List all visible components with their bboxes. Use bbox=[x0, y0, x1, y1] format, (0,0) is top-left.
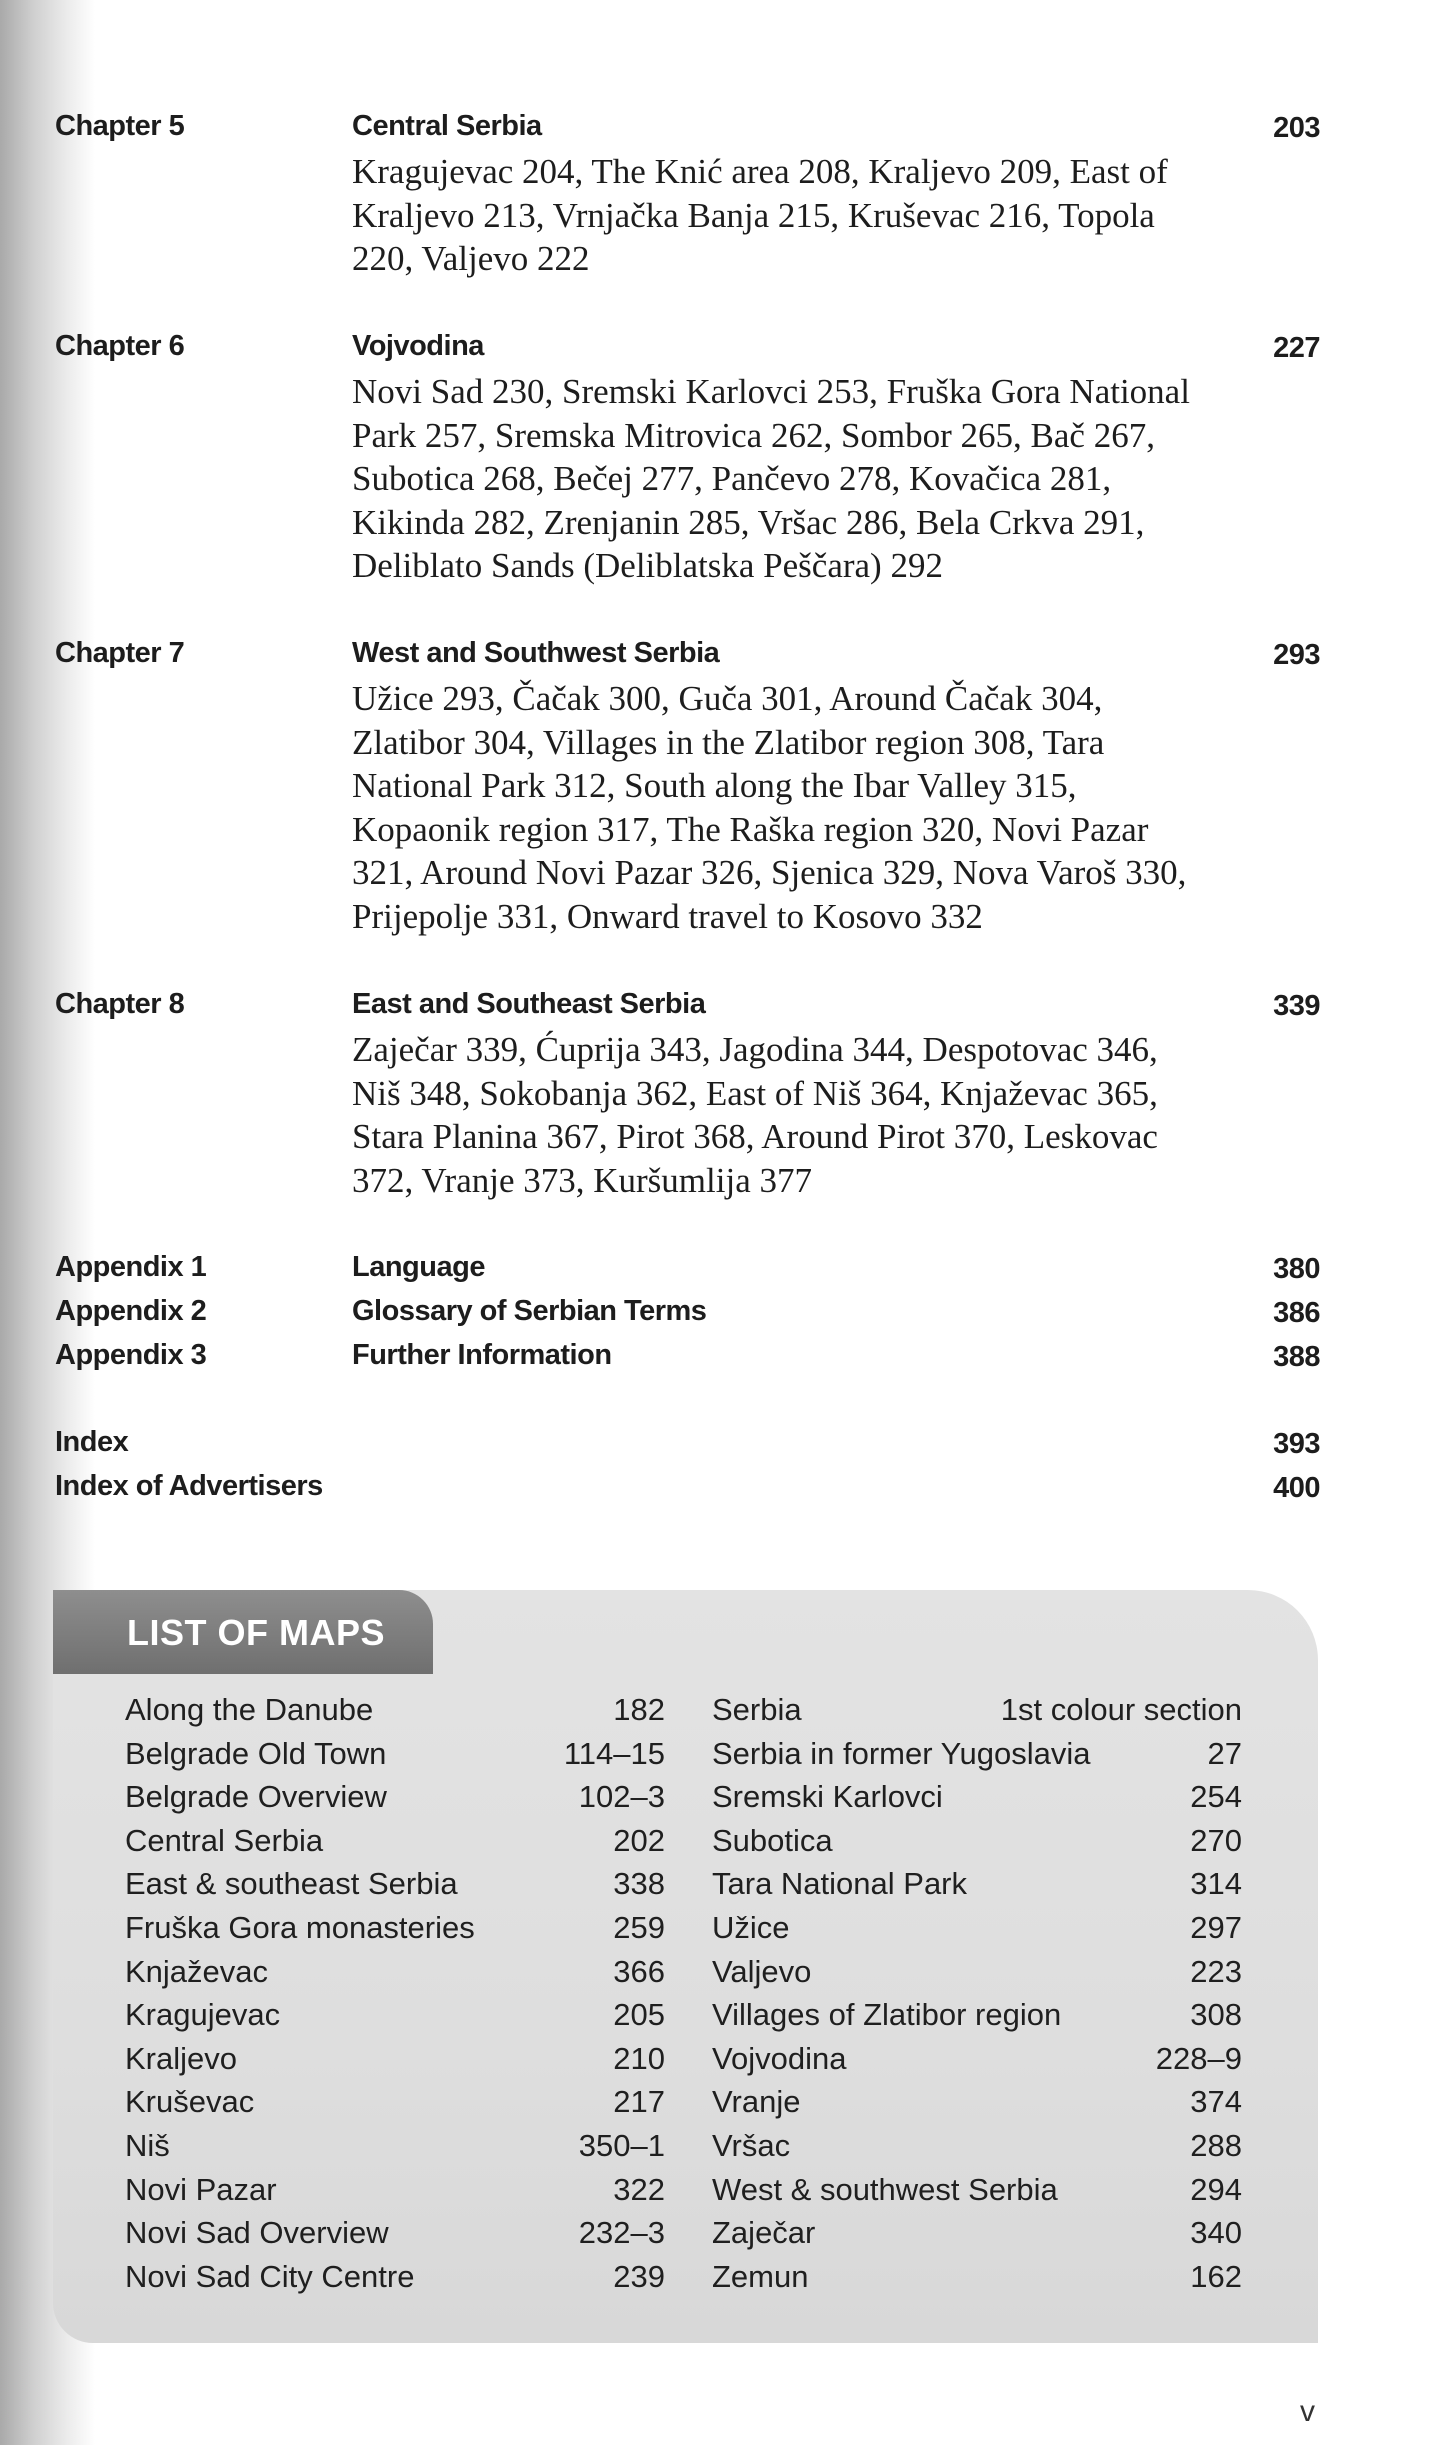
map-page: 294 bbox=[1190, 2171, 1242, 2207]
map-name: Kruševac bbox=[125, 2084, 255, 2120]
chapter-contents bbox=[352, 1028, 1252, 1202]
map-entry[interactable] bbox=[125, 2259, 665, 2303]
map-name: Belgrade Old Town bbox=[125, 1735, 387, 1771]
appendix-page: 386 bbox=[1273, 1297, 1320, 1329]
map-entry[interactable] bbox=[712, 2259, 1242, 2303]
appendix-label: Appendix 2 bbox=[55, 1295, 207, 1327]
map-entry[interactable] bbox=[712, 1910, 1242, 1954]
map-entry[interactable] bbox=[712, 1692, 1242, 1736]
chapter-line: Niš 348, Sokobanja 362, East of Niš 364, Knjaževac 365, bbox=[352, 1073, 1158, 1113]
chapter-line: Kikinda 282, Zrenjanin 285, Vršac 286, Bela Crkva 291, bbox=[352, 502, 1145, 542]
map-name: Novi Sad City Centre bbox=[125, 2258, 415, 2294]
chapter-page: 227 bbox=[1273, 332, 1320, 364]
appendix-title[interactable]: Glossary of Serbian Terms bbox=[352, 1295, 707, 1327]
index-page: 400 bbox=[1273, 1472, 1320, 1504]
appendix-label: Appendix 3 bbox=[55, 1339, 207, 1371]
map-page: 374 bbox=[1190, 2084, 1242, 2120]
chapter-line: Kraljevo 213, Vrnjačka Banja 215, Kruševac 216, Topola bbox=[352, 195, 1155, 235]
index-label[interactable]: Index bbox=[55, 1426, 129, 1458]
appendix-label: Appendix 1 bbox=[55, 1251, 207, 1283]
map-name: Villages of Zlatibor region bbox=[712, 1997, 1062, 2033]
chapter-label: Chapter 8 bbox=[55, 988, 185, 1020]
index-page: 393 bbox=[1273, 1428, 1320, 1460]
map-entry[interactable] bbox=[125, 1866, 665, 1910]
map-entry[interactable] bbox=[125, 1910, 665, 1954]
appendix-page: 380 bbox=[1273, 1253, 1320, 1285]
chapter-line: 220, Valjevo 222 bbox=[352, 239, 590, 278]
map-entry[interactable] bbox=[712, 1779, 1242, 1823]
appendix-title[interactable]: Further Information bbox=[352, 1339, 612, 1371]
map-name: Serbia in former Yugoslavia bbox=[712, 1735, 1091, 1771]
map-name: Knjaževac bbox=[125, 1953, 269, 1989]
chapter-page: 203 bbox=[1273, 112, 1320, 144]
map-page: 114–15 bbox=[563, 1735, 665, 1771]
map-entry[interactable] bbox=[125, 1954, 665, 1998]
map-entry[interactable] bbox=[712, 2128, 1242, 2172]
chapter-title[interactable]: West and Southwest Serbia bbox=[352, 637, 720, 669]
map-entry[interactable] bbox=[712, 1736, 1242, 1780]
page-number: v bbox=[1300, 2395, 1315, 2428]
chapter-line: National Park 312, South along the Ibar Valley 315, bbox=[352, 766, 1077, 805]
map-name: Užice bbox=[712, 1909, 790, 1945]
map-page: 228–9 bbox=[1155, 2040, 1242, 2076]
map-name: Tara National Park bbox=[712, 1866, 968, 1902]
map-page: 322 bbox=[613, 2171, 665, 2207]
map-page: 232–3 bbox=[578, 2215, 665, 2251]
map-entry[interactable] bbox=[125, 1779, 665, 1823]
map-page: 308 bbox=[1190, 1997, 1242, 2033]
chapter-line: Užice 293, Čačak 300, Guča 301, Around Čačak 304, bbox=[352, 679, 1103, 718]
map-name: Sremski Karlovci bbox=[712, 1779, 943, 1815]
map-entry[interactable] bbox=[712, 1997, 1242, 2041]
map-page: 259 bbox=[613, 1909, 665, 1945]
map-entry[interactable] bbox=[125, 2215, 665, 2259]
map-page: 202 bbox=[613, 1822, 665, 1858]
chapter-line: Novi Sad 230, Sremski Karlovci 253, Fruška Gora National bbox=[352, 372, 1190, 411]
chapter-contents bbox=[352, 677, 1252, 938]
chapter-line: Deliblato Sands (Deliblatska Peščara) 292 bbox=[352, 546, 943, 585]
map-name: Zaječar bbox=[712, 2215, 816, 2251]
maps-column-left bbox=[125, 1692, 665, 2302]
chapter-line: Subotica 268, Bečej 277, Pančevo 278, Kovačica 281, bbox=[352, 459, 1112, 498]
map-name: Novi Sad Overview bbox=[125, 2215, 389, 2251]
map-page: 254 bbox=[1190, 1779, 1242, 1815]
map-entry[interactable] bbox=[125, 2172, 665, 2216]
map-page: 366 bbox=[613, 1953, 665, 1989]
map-name: Central Serbia bbox=[125, 1822, 324, 1858]
map-name: Kraljevo bbox=[125, 2040, 237, 2076]
chapter-title[interactable]: Vojvodina bbox=[352, 330, 484, 362]
map-entry[interactable] bbox=[712, 2172, 1242, 2216]
map-entry[interactable] bbox=[125, 1692, 665, 1736]
map-entry[interactable] bbox=[125, 2041, 665, 2085]
map-page: 288 bbox=[1190, 2127, 1242, 2163]
appendix-page: 388 bbox=[1273, 1341, 1320, 1373]
chapter-line: 372, Vranje 373, Kuršumlija 377 bbox=[352, 1160, 812, 1200]
map-entry[interactable] bbox=[712, 1954, 1242, 1998]
map-name: Vranje bbox=[712, 2084, 801, 2120]
map-entry[interactable] bbox=[125, 2128, 665, 2172]
map-name: Serbia bbox=[712, 1692, 802, 1727]
chapter-line: Kopaonik region 317, The Raška region 320, Novi Pazar bbox=[352, 809, 1149, 849]
map-name: Vršac bbox=[712, 2127, 791, 2163]
map-name: Vojvodina bbox=[712, 2040, 847, 2076]
appendix-title[interactable]: Language bbox=[352, 1251, 485, 1283]
map-page: 27 bbox=[1207, 1735, 1242, 1771]
map-entry[interactable] bbox=[712, 2041, 1242, 2085]
map-name: Subotica bbox=[712, 1822, 833, 1858]
map-name: Kragujevac bbox=[125, 1997, 281, 2033]
chapter-title[interactable]: East and Southeast Serbia bbox=[352, 988, 706, 1020]
chapter-page: 339 bbox=[1273, 990, 1320, 1022]
map-page: 338 bbox=[613, 1866, 665, 1902]
map-entry[interactable] bbox=[125, 2084, 665, 2128]
map-name: West & southwest Serbia bbox=[712, 2171, 1058, 2207]
map-page: 1st colour section bbox=[1000, 1692, 1242, 1727]
chapter-label: Chapter 7 bbox=[55, 637, 185, 669]
map-name: Zemun bbox=[712, 2258, 809, 2294]
map-page: 223 bbox=[1190, 1953, 1242, 1989]
chapter-line: Prijepolje 331, Onward travel to Kosovo 332 bbox=[352, 896, 983, 936]
maps-column-right bbox=[712, 1692, 1242, 2302]
map-name: Belgrade Overview bbox=[125, 1779, 387, 1815]
chapter-line: Zlatibor 304, Villages in the Zlatibor region 308, Tara bbox=[352, 722, 1105, 762]
map-page: 270 bbox=[1190, 1822, 1242, 1858]
chapter-line: Park 257, Sremska Mitrovica 262, Sombor 265, Bač 267, bbox=[352, 415, 1155, 455]
map-name: Niš bbox=[125, 2127, 170, 2163]
chapter-line: Kragujevac 204, The Knić area 208, Kraljevo 209, East of bbox=[352, 152, 1168, 191]
chapter-contents bbox=[352, 150, 1252, 281]
map-page: 102–3 bbox=[578, 1779, 665, 1815]
chapter-line: 321, Around Novi Pazar 326, Sjenica 329, Nova Varoš 330, bbox=[352, 853, 1187, 892]
map-page: 217 bbox=[613, 2084, 665, 2120]
map-page: 162 bbox=[1190, 2258, 1242, 2294]
list-of-maps-title: LIST OF MAPS bbox=[127, 1612, 385, 1653]
map-page: 350–1 bbox=[578, 2127, 665, 2163]
map-page: 314 bbox=[1190, 1866, 1242, 1902]
index-label[interactable]: Index of Advertisers bbox=[55, 1470, 323, 1502]
map-page: 297 bbox=[1190, 1909, 1242, 1945]
chapter-line: Stara Planina 367, Pirot 368, Around Pirot 370, Leskovac bbox=[352, 1117, 1158, 1156]
map-name: Valjevo bbox=[712, 1953, 812, 1989]
map-page: 239 bbox=[613, 2258, 665, 2294]
map-name: Along the Danube bbox=[125, 1692, 374, 1727]
map-name: Novi Pazar bbox=[125, 2171, 277, 2207]
map-name: Fruška Gora monasteries bbox=[125, 1909, 475, 1945]
map-page: 182 bbox=[613, 1692, 665, 1727]
map-page: 340 bbox=[1190, 2215, 1242, 2251]
map-name: East & southeast Serbia bbox=[125, 1866, 458, 1902]
map-page: 205 bbox=[613, 1997, 665, 2033]
map-entry[interactable] bbox=[125, 1736, 665, 1780]
map-entry[interactable] bbox=[712, 2215, 1242, 2259]
chapter-contents bbox=[352, 370, 1252, 588]
chapter-label: Chapter 5 bbox=[55, 110, 185, 142]
chapter-label: Chapter 6 bbox=[55, 330, 185, 362]
map-entry[interactable] bbox=[125, 1823, 665, 1867]
map-entry[interactable] bbox=[712, 2084, 1242, 2128]
map-page: 210 bbox=[613, 2040, 665, 2076]
chapter-title[interactable]: Central Serbia bbox=[352, 110, 542, 142]
chapter-page: 293 bbox=[1273, 639, 1320, 671]
chapter-line: Zaječar 339, Ćuprija 343, Jagodina 344, Despotovac 346, bbox=[352, 1030, 1158, 1069]
map-entry[interactable] bbox=[712, 1823, 1242, 1867]
map-entry[interactable] bbox=[712, 1866, 1242, 1910]
map-entry[interactable] bbox=[125, 1997, 665, 2041]
